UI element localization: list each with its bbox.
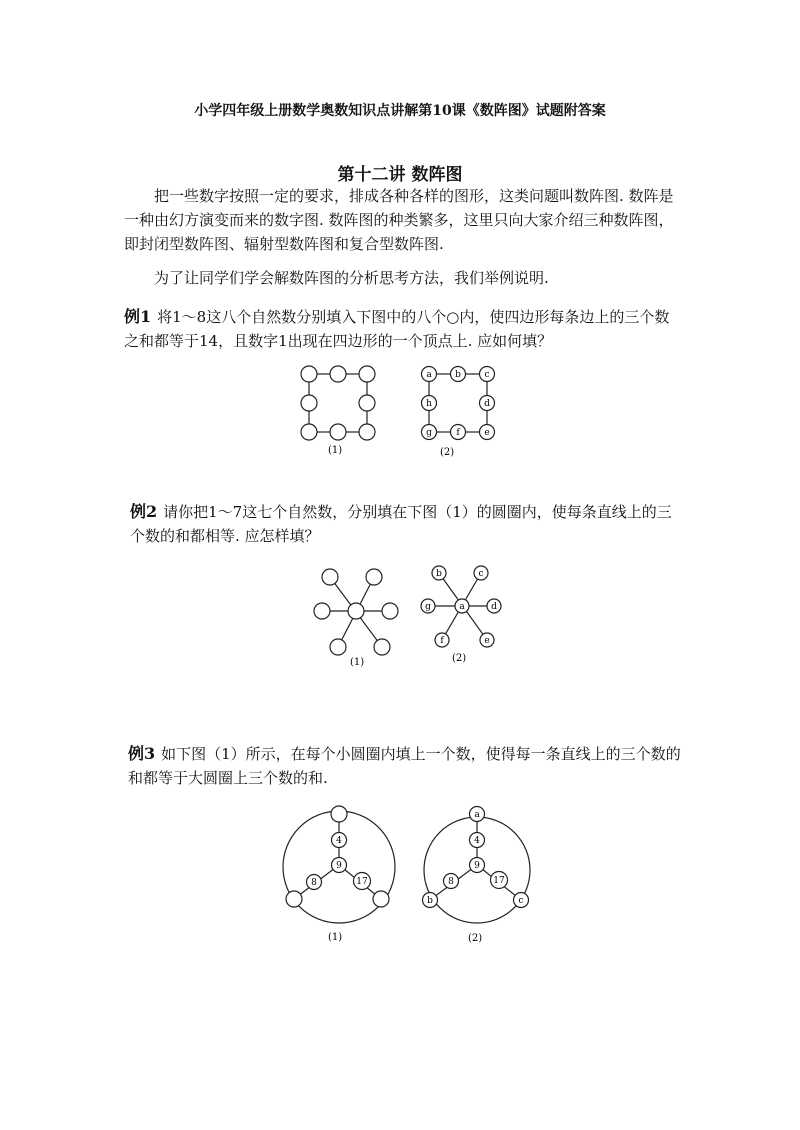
fig3-1-number-17: 17: [356, 877, 368, 887]
example-1-text: [124, 305, 680, 353]
example-3-figures: [280, 800, 550, 950]
example-1-figures: [290, 360, 520, 460]
example-3-figure-1-caption: (1): [328, 932, 343, 943]
node-label-a: a: [426, 370, 432, 380]
example-1-question: 将1～8这八个自然数分别填入下图中的八个○内，使四边形每条边上的三个数之和都等于14，且数字1出现在四边形的一个顶点上. 应如何填？: [124, 308, 670, 350]
example-3-figure-2-caption: (2): [468, 933, 483, 944]
node-label-d: d: [484, 399, 490, 409]
node-label-g: g: [425, 602, 431, 612]
example-3-text: [128, 742, 684, 790]
example-1-label: 例1: [124, 307, 152, 326]
example-1-figure-1: [301, 366, 375, 440]
example-2-figure-1-caption: (1): [350, 657, 365, 668]
intro-paragraph: 把一些数字按照一定的要求，排成各种各样的图形，这类问题叫数阵图. 数阵是一种由幻方演变而来的数字图. 数阵图的种类繁多，这里只向大家介绍三种数阵图，即封闭型数阵图、辐射型数阵图和复合型数阵图.: [124, 187, 674, 253]
node-label-d: d: [491, 602, 497, 612]
example-2-question: 请你把1～7这七个自然数，分别填在下图（1）的圆圈内，使每条直线上的三个数的和都相等. 应怎样填？: [130, 503, 672, 545]
fig3-2-number-9: 9: [474, 861, 480, 871]
node-label-g: g: [426, 428, 432, 438]
fig3-2-number-8: 8: [448, 877, 454, 887]
example-3-label: 例3: [128, 744, 156, 763]
example-2-label: 例2: [130, 502, 158, 521]
fig3-1-number-9: 9: [336, 861, 342, 871]
example-2-figures: [300, 560, 520, 670]
example-2-figure-1: [314, 569, 398, 655]
node-label-f: f: [456, 428, 460, 438]
example-2-figure-2-caption: (2): [452, 653, 467, 664]
node-label-b: b: [455, 370, 461, 380]
node-label-b: b: [427, 896, 433, 906]
fig3-1-number-4: 4: [336, 836, 342, 846]
node-label-c: c: [478, 569, 484, 579]
lecture-title: 第十二讲 数阵图: [337, 165, 463, 185]
node-label-a: a: [459, 602, 465, 612]
fig3-2-number-17: 17: [493, 876, 505, 886]
method-paragraph: 为了让同学们学会解数阵图的分析思考方法，我们举例说明.: [154, 269, 549, 287]
example-1-figure-1-caption: (1): [328, 445, 343, 456]
node-label-e: e: [484, 428, 490, 438]
node-label-h: h: [426, 399, 432, 409]
document-title: 小学四年级上册数学奥数知识点讲解第10课《数阵图》试题附答案: [194, 103, 606, 119]
example-3-question: 如下图（1）所示，在每个小圆圈内填上一个数，使得每一条直线上的三个数的和都等于大圆圈上三个数的和.: [128, 745, 681, 787]
fig3-1-number-8: 8: [311, 878, 317, 888]
example-1-figure-2-caption: (2): [440, 447, 455, 458]
node-label-c: c: [484, 370, 490, 380]
node-label-f: f: [440, 636, 444, 646]
node-label-e: e: [484, 636, 490, 646]
example-2-text: [130, 500, 686, 548]
node-label-b: b: [436, 569, 442, 579]
fig3-2-number-4: 4: [474, 836, 480, 846]
node-label-a: a: [474, 810, 480, 820]
node-label-c: c: [518, 896, 524, 906]
